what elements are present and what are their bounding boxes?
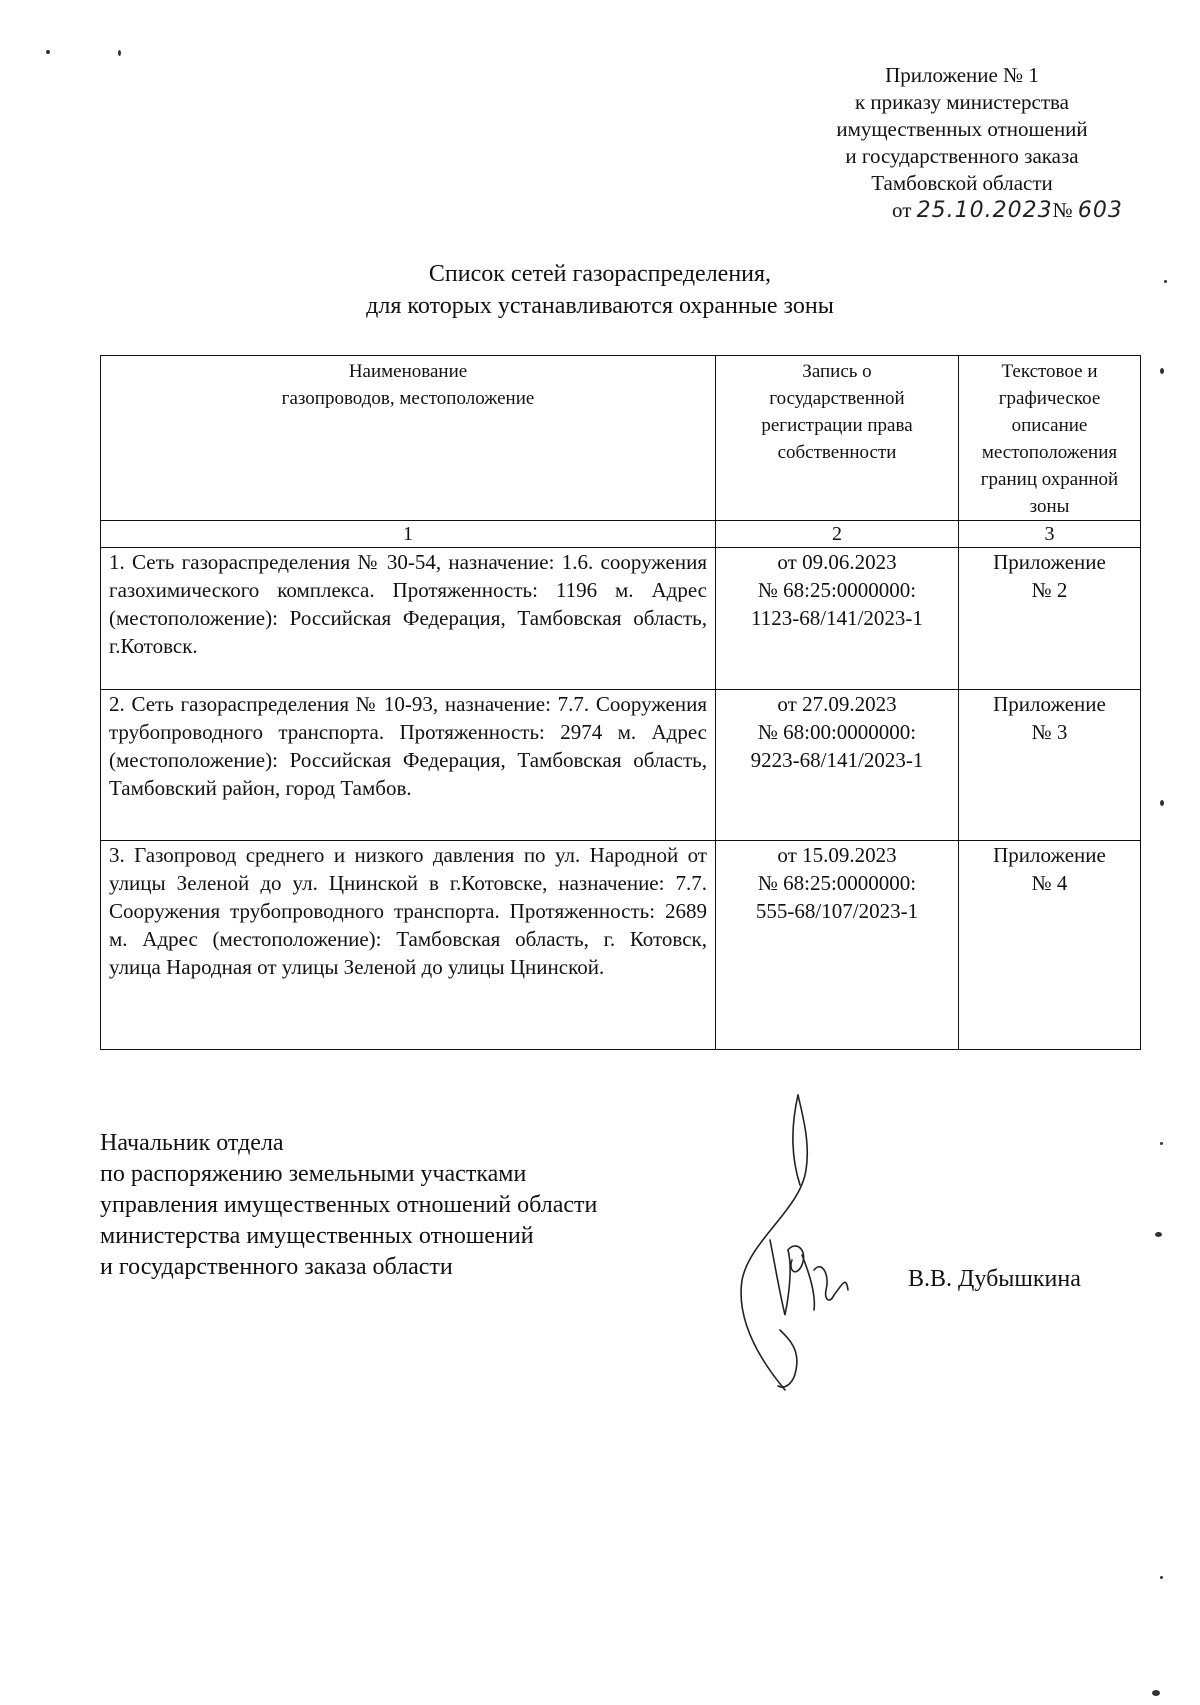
date-prefix: от (892, 198, 912, 222)
scan-speck (118, 50, 121, 56)
registration-number: № 68:25:0000000: (757, 578, 917, 602)
scan-speck (1160, 1142, 1163, 1145)
annex-reference (959, 690, 1141, 841)
header-cell-description (959, 356, 1141, 521)
header-text: государственной (769, 388, 905, 409)
signatory-position (100, 1128, 597, 1283)
position-line: по распоряжению земельными участками (100, 1161, 527, 1187)
header-line: к приказу министерства (854, 90, 1070, 114)
header-text: газопроводов, местоположение (281, 388, 535, 409)
scan-speck (46, 50, 50, 54)
table-row (101, 548, 1141, 690)
registration-number: № 68:25:0000000: (757, 871, 917, 895)
registration-number: № 68:00:0000000: (757, 720, 917, 744)
annex-label: Приложение (993, 692, 1106, 716)
title-line: Список сетей газораспределения, (428, 261, 772, 287)
header-line: Тамбовской области (871, 171, 1053, 195)
header-text: Запись о (802, 361, 872, 382)
position-line: управления имущественных отношений области (100, 1192, 598, 1218)
header-text: описание (1011, 415, 1088, 436)
position-line: Начальник отдела (100, 1130, 284, 1156)
handwritten-number: 603 (1077, 198, 1123, 223)
registration-record (716, 548, 959, 690)
annex-label: Приложение (993, 550, 1106, 574)
scan-speck (1160, 800, 1164, 806)
registration-number: 9223-68/141/2023-1 (750, 748, 924, 772)
annex-reference (959, 841, 1141, 1050)
header-text: регистрации права (761, 415, 913, 436)
signer-name: В.В. Дубышкина (908, 1266, 1081, 1292)
registration-number: 1123-68/141/2023-1 (751, 606, 923, 630)
header-line: и государственного заказа (845, 144, 1079, 168)
header-text: границ охранной (980, 469, 1119, 490)
header-line: Приложение № 1 (885, 63, 1039, 87)
column-number-row (101, 521, 1141, 548)
registration-number: 555-68/107/2023-1 (755, 899, 919, 923)
header-text: Наименование (348, 361, 468, 382)
position-line: министерства имущественных отношений (100, 1223, 534, 1249)
registration-date: от 09.06.2023 (777, 550, 897, 574)
annex-number: № 4 (1031, 871, 1068, 895)
scan-speck (1160, 1576, 1163, 1579)
header-cell-registration (716, 356, 959, 521)
column-number: 1 (101, 521, 716, 548)
annex-number: № 3 (1031, 720, 1068, 744)
header-line: имущественных отношений (836, 117, 1088, 141)
network-description: 2. Сеть газораспределения № 10-93, назначение: 7.7. Сооружения трубопроводного транспорта. Протяженность: 2974 м. Адрес (местоположение): Российская Федерация, Тамбовская область, Тамбовский район, город Тамбов. (101, 690, 716, 841)
handwritten-signature (730, 1090, 870, 1400)
registration-record (716, 690, 959, 841)
scan-speck (1160, 368, 1164, 374)
gas-network-table (100, 355, 1141, 1050)
scan-speck (1164, 280, 1167, 283)
header-text: Текстовое и (1001, 361, 1098, 382)
scan-speck (1155, 1232, 1162, 1237)
number-prefix: № (1052, 198, 1073, 222)
registration-date: от 27.09.2023 (777, 692, 897, 716)
table-row (101, 690, 1141, 841)
annex-reference (959, 548, 1141, 690)
header-text: собственности (777, 442, 897, 463)
table-row (101, 841, 1141, 1050)
header-text: графическое (998, 388, 1101, 409)
header-text: местоположения (981, 442, 1118, 463)
scan-speck (1152, 1690, 1160, 1696)
registration-record (716, 841, 959, 1050)
document-title (0, 258, 1200, 322)
column-number: 3 (959, 521, 1141, 548)
title-line: для которых устанавливаются охранные зоны (366, 293, 834, 319)
header-cell-name (101, 356, 716, 521)
registration-date: от 15.09.2023 (777, 843, 897, 867)
table-header-row (101, 356, 1141, 521)
position-line: и государственного заказа области (100, 1254, 453, 1280)
handwritten-date: 25.10.2023 (916, 198, 1053, 223)
column-number: 2 (716, 521, 959, 548)
annex-number: № 2 (1031, 578, 1068, 602)
network-description: 1. Сеть газораспределения № 30-54, назначение: 1.6. сооружения газохимического комплекса. Протяженность: 1196 м. Адрес (местоположение): Российская Федерация, Тамбовская область, г.Котовск. (101, 548, 716, 690)
annex-label: Приложение (993, 843, 1106, 867)
appendix-header (792, 62, 1132, 224)
header-text: зоны (1029, 496, 1070, 517)
order-date-line (792, 197, 1132, 224)
network-description: 3. Газопровод среднего и низкого давления по ул. Народной от улицы Зеленой до ул. Цнинской в г.Котовске, назначение: 7.7. Сооружения трубопроводного транспорта. Протяженность: 2689 м. Адрес (местоположение): Тамбовская область, г. Котовск, улица Народная от улицы Зеленой до улицы Цнинской. (101, 841, 716, 1050)
